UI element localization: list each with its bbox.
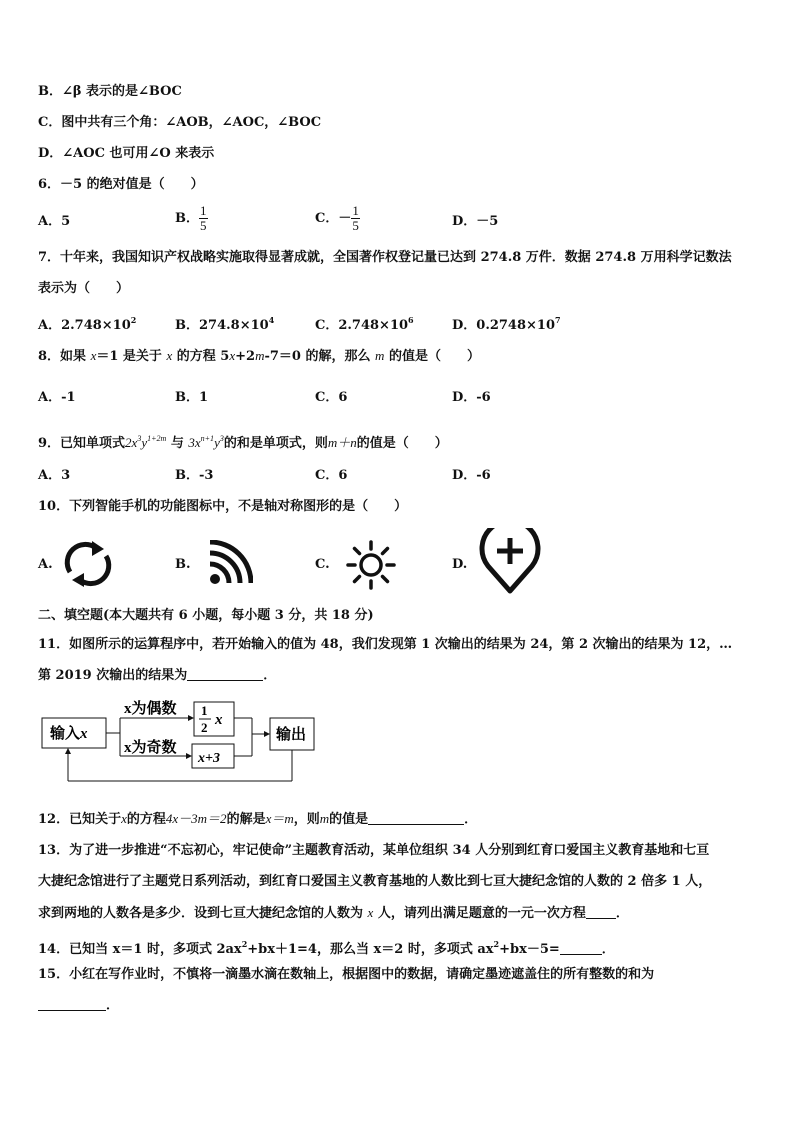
exponent: 7 — [555, 315, 561, 325]
q11-flowchart — [38, 696, 328, 792]
answer-blank[interactable] — [187, 680, 263, 681]
q7-option-d — [452, 311, 561, 335]
q6-option-b — [175, 204, 208, 233]
var-m: m — [255, 348, 265, 363]
q14-text: 14．已知当 x＝1 时，多项式 2ax — [38, 942, 242, 957]
q11-line2 — [38, 667, 276, 685]
q13-text: ． — [615, 906, 629, 921]
q11-text: ． — [263, 668, 277, 683]
q6-option-c-label: C．－ — [315, 211, 352, 226]
q9-option-d: D．-6 — [452, 468, 491, 483]
fraction-denominator: 5 — [352, 218, 359, 233]
q12-text: ． — [464, 812, 478, 827]
q12-text: 的解是 — [226, 812, 266, 827]
q6-option-d: D．－5 — [452, 214, 499, 229]
monomial-2 — [188, 435, 223, 450]
flowchart-half-denominator: 2 — [201, 720, 208, 735]
q10-option-d-label: D. — [452, 557, 468, 572]
q6-option-a: A．5 — [38, 214, 71, 229]
fraction-denominator: 5 — [200, 218, 207, 233]
fraction-numerator: 1 — [200, 203, 207, 218]
q5-option-b: B．∠β 表示的是∠BOC — [38, 84, 182, 99]
q14-text: +bx＋1=4，那么当 x＝2 时，多项式 ax — [247, 942, 494, 957]
q5-option-c: C．图中共有三个角：∠AOB，∠AOC，∠BOC — [38, 115, 322, 130]
q12-solution: x＝m — [265, 811, 294, 826]
brightness-icon — [346, 540, 396, 590]
q9-text: 的值是（ ） — [356, 436, 448, 451]
q6-option-b-fraction — [199, 204, 208, 233]
q9-option-b: B．-3 — [175, 468, 214, 483]
exponent: 4 — [268, 315, 275, 325]
q15-line1: 15．小红在写作业时，不慎将一滴墨水滴在数轴上，根据图中的数据，请确定墨迹遮盖住的所有整数的和为 — [38, 967, 655, 982]
exponent: n+1 — [200, 434, 215, 443]
section-2-heading: 二、填空题(本大题共有 6 小题，每小题 3 分，共 18 分) — [38, 608, 374, 623]
exponent: 1+2m — [147, 434, 167, 443]
q13-line1: 13．为了进一步推进“不忘初心，牢记使命”主题教育活动，某单位组织 34 人分别到红育口爱国主义教育基地和七亘 — [38, 843, 710, 858]
q7-option-b — [175, 311, 274, 335]
q10-option-c-label: C. — [315, 557, 330, 572]
flowchart-plus3-label: x+3 — [198, 751, 220, 766]
var-x: x — [90, 348, 97, 363]
q8-option-d: D．-6 — [452, 390, 491, 405]
q9-text: 的和是单项式，则 — [223, 436, 328, 451]
var-x: x — [121, 811, 127, 826]
sync-icon — [62, 540, 114, 588]
q8-stem — [38, 347, 480, 366]
q12-stem — [38, 810, 477, 829]
q9-option-a: A．3 — [38, 468, 71, 483]
monomial-1 — [125, 435, 166, 450]
q6-option-c — [315, 204, 360, 233]
q8-text: 的方程 5 — [172, 349, 230, 364]
q12-equation: 4x－3m＝2 — [165, 811, 227, 826]
flowchart-even-label: x为偶数 — [124, 701, 177, 717]
q12-text: 12．已知关于 — [38, 812, 122, 827]
q14-text: +bx－5= — [499, 942, 560, 957]
monomial-1-base: 2x — [125, 435, 138, 450]
q7-option-b-text: B．274.8×10 — [175, 318, 269, 333]
q7-option-a — [38, 311, 136, 335]
monomial-2-y: y — [214, 435, 220, 450]
q7-option-a-text: A．2.748×10 — [38, 318, 131, 333]
q10-stem: 10．下列智能手机的功能图标中，不是轴对称图形的是（ ） — [38, 499, 408, 514]
q15-line2 — [38, 997, 119, 1015]
answer-blank[interactable] — [560, 954, 602, 955]
q8-option-b: B．1 — [175, 390, 209, 405]
q8-option-c: C．6 — [315, 390, 348, 405]
q9-text: 与 — [170, 436, 184, 451]
exponent: 6 — [408, 315, 414, 325]
q9-stem — [38, 430, 448, 453]
var-x: x — [229, 348, 236, 363]
flowchart-half-var: x — [215, 712, 223, 728]
q12-text: 的值是 — [329, 812, 369, 827]
q7-stem-line1: 7．十年来，我国知识产权战略实施取得显著成就，全国著作权登记量已达到 274.8 万件．数据 274.8 万用科学记数法 — [38, 250, 732, 265]
q13-line2: 大捷纪念馆进行了主题党日系列活动，到红育口爱国主义教育基地的人数比到七亘大捷纪念馆的人数的 2 倍多 1 人， — [38, 874, 712, 889]
flowchart-output-label: 输出 — [276, 727, 307, 743]
q8-text: ＝1 是关于 — [96, 349, 167, 364]
flowchart-half-numerator: 1 — [201, 703, 208, 718]
q9-expression: m＋n — [327, 435, 357, 450]
monomial-1-y: y — [141, 435, 148, 450]
q9-text: 9．已知单项式 — [38, 436, 126, 451]
q8-text: 的值是（ ） — [384, 349, 480, 364]
answer-blank[interactable] — [368, 824, 464, 825]
q8-text: -7＝0 的解，那么 — [264, 349, 376, 364]
var-m: m — [319, 811, 330, 826]
q7-option-c — [315, 311, 414, 335]
q10-option-a-label: A. — [38, 557, 53, 572]
monomial-2-base: 3x — [188, 435, 201, 450]
q5-option-d: D．∠AOC 也可用∠O 来表示 — [38, 146, 215, 161]
answer-blank[interactable] — [38, 1010, 106, 1011]
flowchart-input-label: 输入x — [50, 726, 88, 742]
flowchart-odd-label: x为奇数 — [124, 740, 177, 756]
exponent: 2 — [493, 939, 500, 949]
q9-option-c: C．6 — [315, 468, 348, 483]
q8-option-a: A．-1 — [38, 390, 76, 405]
exponent: 3 — [137, 434, 142, 443]
q6-stem: 6．－5 的绝对值是（ ） — [38, 177, 204, 192]
exponent: 2 — [241, 939, 248, 949]
q12-text: 的方程 — [126, 812, 166, 827]
fraction-numerator: 1 — [352, 203, 359, 218]
q7-option-d-text: D．0.2748×10 — [452, 318, 556, 333]
q13-text: 求到两地的人数各是多少．设到七亘大捷纪念馆的人数为 — [38, 906, 368, 921]
q6-option-b-label: B． — [175, 211, 199, 226]
q11-line1: 11．如图所示的运算程序中，若开始输入的值为 48，我们发现第 1 次输出的结果为 24，第 2 次输出的结果为 12，… — [38, 637, 733, 652]
q7-stem-line2: 表示为（ ） — [38, 281, 130, 296]
var-x: x — [166, 348, 173, 363]
var-x: x — [367, 905, 374, 920]
q12-text: ，则 — [293, 812, 320, 827]
exponent: 3 — [219, 434, 224, 443]
var-m: m — [375, 348, 385, 363]
q13-text: 人，请列出满足题意的一元一次方程 — [373, 906, 586, 921]
add-location-icon — [478, 528, 542, 594]
answer-blank[interactable] — [586, 918, 616, 919]
q14-text: ． — [601, 942, 615, 957]
exponent: 2 — [130, 315, 137, 325]
q8-text: +2 — [235, 349, 256, 364]
q13-line3 — [38, 904, 629, 923]
q15-text: ． — [106, 998, 120, 1013]
rss-icon — [205, 540, 253, 588]
q11-text: 第 2019 次输出的结果为 — [38, 668, 188, 683]
q10-option-b-label: B. — [175, 557, 191, 572]
q14-stem — [38, 935, 615, 959]
q8-text: 8．如果 — [38, 349, 91, 364]
q6-option-c-fraction — [351, 204, 360, 233]
q7-option-c-text: C．2.748×10 — [315, 318, 409, 333]
